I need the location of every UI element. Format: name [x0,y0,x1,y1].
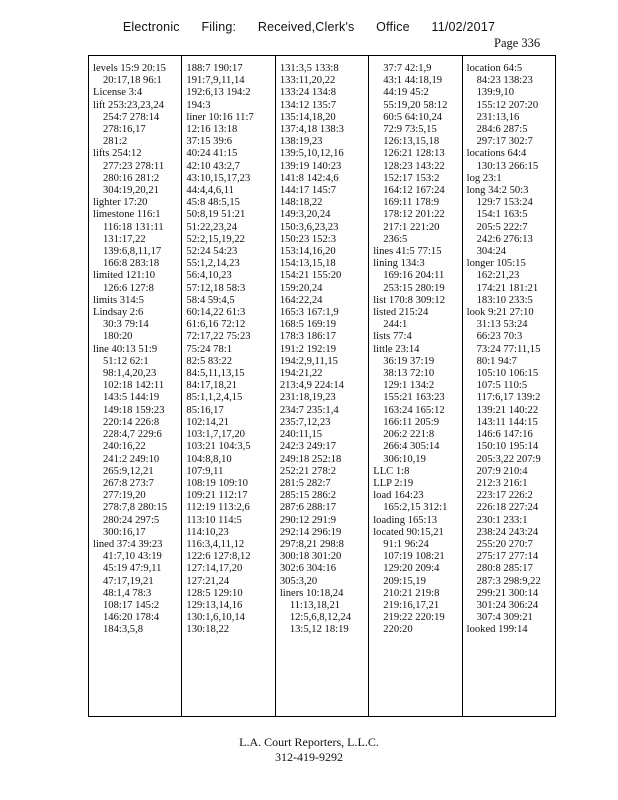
index-entry: 254:7 278:14 [103,111,160,123]
index-entry: 235:7,12,23 [279,416,331,428]
index-entry: lining 134:3 [373,258,425,270]
index-entry: 122:6 127:8,12 [186,551,251,563]
index-entry: 188:7 190:17 [186,63,243,74]
index-entry: 134:12 135:7 [279,99,337,111]
index-entry: 12:16 13:18 [186,124,238,136]
index-entry: 144:17 145:7 [279,185,337,197]
index-entry: 150:10 195:14 [476,441,539,453]
index-entry: 58:4 59:4,5 [186,294,235,306]
index-entry: little 23:14 [373,343,420,355]
index-entry: 126:13,15,18 [383,136,440,148]
index-entry: 107:19 108:21 [383,551,445,563]
index-entry: 301:24 306:24 [476,599,539,611]
index-entry: lifts 254:12 [93,148,142,160]
index-entry: liners 10:18,24 [279,587,344,599]
index-entry: 37:7 42:1,9 [383,63,432,74]
index-column [463,56,555,716]
index-entry: 277:23 278:11 [103,160,165,172]
index-entry: 267:8 273:7 [103,477,154,489]
index-entry: 128:5 129:10 [186,587,243,599]
index-entry: 155:12 207:20 [476,99,539,111]
index-entry: 84:5,11,13,15 [186,368,245,380]
index-entry: 280:16 281:2 [103,172,160,184]
index-entry: 84:23 138:23 [476,75,533,87]
index-entry: levels 15:9 20:15 [93,63,166,74]
index-column [89,56,182,716]
index-entry: 148:18,22 [279,197,323,209]
index-entry: 50:8,19 51:21 [186,209,246,221]
index-entry: 154:13,15,18 [279,258,336,270]
index-entry: 139:9,10 [476,87,514,99]
index-entry: 40:24 41:15 [186,148,238,160]
index-entry: 131:17,22 [103,233,146,245]
index-entry: 126:21 128:13 [383,148,445,160]
index-entry: lighter 17:20 [93,197,148,209]
index-entry: 228:4,7 229:6 [103,429,162,441]
index-entry: 133:24 134:8 [279,87,337,99]
index-entry: longer 105:15 [466,258,526,270]
index-entry: 117:6,17 139:2 [476,392,541,404]
footer-company: L.A. Court Reporters, L.L.C. [239,735,379,749]
index-entry: 255:20 270:7 [476,538,533,550]
index-column [276,56,369,716]
index-entry: looked 199:14 [466,624,528,636]
index-entry: 234:7 235:1,4 [279,404,339,416]
index-entry: 207:9 210:4 [476,465,528,477]
index-entry: 155:21 163:23 [383,392,445,404]
index-entry: 242:3 249:17 [279,441,337,453]
index-entry: 180:20 [103,331,133,343]
index-entry: 85:1,1,2,4,15 [186,392,243,404]
index-entry: 253:15 280:19 [383,282,445,294]
index-entry: 281:2 [103,136,128,148]
index-entry: 231:18,19,23 [279,392,336,404]
index-entry: 305:3,20 [279,575,318,587]
index-entry: 91:1 96:24 [383,538,429,550]
index-entry: 128:23 143:22 [383,160,445,172]
index-entry: 153:14,16,20 [279,246,336,258]
index-entry: liner 10:16 11:7 [186,111,254,123]
index-entry: 304:24 [476,246,507,258]
index-entry: 135:14,18,20 [279,111,336,123]
index-entry: 127:21,24 [186,575,230,587]
index-entry: 166:8 283:18 [103,258,160,270]
index-entry: 47:17,19,21 [103,575,154,587]
index-entry: location 64:5 [466,63,523,74]
index-entry: 105:10 106:15 [476,368,539,380]
index-entry: 297:8,21 298:8 [279,538,344,550]
index-entry: 194:3 [186,99,211,111]
index-entry: 61:6,16 72:12 [186,319,246,331]
index-entry: 129:20 209:4 [383,563,440,575]
index-entry: 104:8,8,10 [186,453,232,465]
index-entry: 141:8 142:4,6 [279,172,339,184]
index-entry: 191:2 192:19 [279,343,337,355]
header-date: 11/02/2017 [431,20,496,34]
index-entry: 165:2,15 312:1 [383,502,448,514]
index-entry: 85:16,17 [186,404,224,416]
index-entry: 102:14,21 [186,416,230,428]
index-entry: 292:14 296:19 [279,526,342,538]
index-entry: 75:24 78:1 [186,343,233,355]
index-entry: 150:23 152:3 [279,233,337,245]
index-entry: 52:2,15,19,22 [186,233,245,245]
index-entry: 297:17 302:7 [476,136,533,148]
index-entry: list 170:8 309:12 [373,294,446,306]
index-entry: 107:9,11 [186,465,224,477]
index-entry: 284:6 287:5 [476,124,528,136]
index-entry: 162:21,23 [476,270,520,282]
index-entry: 213:4,9 224:14 [279,380,344,392]
index-entry: 103:1,7,17,20 [186,429,245,441]
index-entry: 138:19,23 [279,136,323,148]
index-entry: 287:6 288:17 [279,502,337,514]
index-entry: 302:6 304:16 [279,563,337,575]
index-entry: 127:14,17,20 [186,563,243,575]
index-entry: 13:5,12 18:19 [289,624,349,636]
index-entry: 168:5 169:19 [279,319,337,331]
index-entry: 52:24 54:23 [186,246,238,258]
index-entry: 285:15 286:2 [279,490,337,502]
index-entry: 178:12 201:22 [383,209,445,221]
index-entry: Lindsay 2:6 [93,307,144,319]
index-entry: 80:1 94:7 [476,355,517,367]
index-entry: 12:5,6,8,12,24 [289,612,352,624]
index-entry: 44:4,4,6,11 [186,185,234,197]
index-entry: 150:3,6,23,23 [279,221,339,233]
index-entry: 241:2 249:10 [103,453,160,465]
index-entry: 174:21 181:21 [476,282,539,294]
index-entry: 103:21 104:3,5 [186,441,251,453]
index-entry: loading 165:13 [373,514,438,526]
index-entry: 114:10,23 [186,526,229,538]
index-entry: 278:16,17 [103,124,146,136]
index-entry: 231:13,16 [476,111,520,123]
index-entry: 84:17,18,21 [186,380,238,392]
index-entry: 169:16 204:11 [383,270,445,282]
index-entry: 126:6 127:8 [103,282,154,294]
index-entry: 300:18 301:20 [279,551,342,563]
index-entry: 60:14,22 61:3 [186,307,246,319]
index-entry: 226:18 227:24 [476,502,539,514]
index-entry: 139:21 140:22 [476,404,539,416]
index-entry: 238:24 243:24 [476,526,539,538]
index-entry: 220:14 226:8 [103,416,160,428]
index-entry: 304:19,20,21 [103,185,159,197]
index-entry: LLC 1:8 [373,465,410,477]
index-entry: 11:13,18,21 [289,599,341,611]
index-entry: 307:4 309:21 [476,612,533,624]
index-entry: 30:3 79:14 [103,319,149,331]
index-column [369,56,462,716]
index-entry: 154:21 155:20 [279,270,342,282]
index-entry: 131:3,5 133:8 [279,63,339,74]
index-entry: 36:19 37:19 [383,355,435,367]
index-entry: 137:4,18 138:3 [279,124,344,136]
index-entry: 72:17,22 75:23 [186,331,251,343]
index-entry: 152:17 153:2 [383,172,440,184]
index-entry: 116:18 131:11 [103,221,164,233]
index-entry: 45:8 48:5,15 [186,197,240,209]
index-entry: 210:21 219:8 [383,587,440,599]
index-entry: 236:5 [383,233,408,245]
index-entry: 56:4,10,23 [186,270,232,282]
index-entry: 113:10 114:5 [186,514,242,526]
index-entry: 109:21 112:17 [186,490,248,502]
index-entry: 280:8 285:17 [476,563,533,575]
index-entry: 45:19 47:9,11 [103,563,162,575]
index-entry: 42:10 43:2,7 [186,160,240,172]
index-entry: log 23:1 [466,172,502,184]
index-entry: 184:3,5,8 [103,624,144,636]
index-entry: 139:5,10,12,16 [279,148,344,160]
index-entry: 143:11 144:15 [476,416,538,428]
index-entry: 206:2 221:8 [383,429,435,441]
index-column [182,56,275,716]
index-entry: 108:17 145:2 [103,599,160,611]
index-entry: 275:17 277:14 [476,551,539,563]
index-entry: 130:13 266:15 [476,160,539,172]
index-entry: 219:22 220:19 [383,612,445,624]
index-entry: 130:18,22 [186,624,230,636]
index-entry: 139:19 140:23 [279,160,342,172]
index-entry: 220:20 [383,624,413,636]
index-entry: 51:22,23,24 [186,221,238,233]
index-entry: 166:11 205:9 [383,416,440,428]
index-entry: 112:19 113:2,6 [186,502,250,514]
index-entry: 129:1 134:2 [383,380,435,392]
footer-phone: 312-419-9292 [275,750,343,764]
index-entry: 20:17,18 96:1 [103,75,162,87]
index-entry: limits 314:5 [93,294,144,306]
index-entry: 252:21 278:2 [279,465,337,477]
index-table [88,55,556,717]
index-entry: 212:3 216:1 [476,477,528,489]
index-entry: 163:24 165:12 [383,404,445,416]
index-entry: 37:15 39:6 [186,136,233,148]
index-entry: 244:1 [383,319,408,331]
index-entry: locations 64:4 [466,148,527,160]
index-entry: 116:3,4,11,12 [186,538,245,550]
index-entry: 41:7,10 43:19 [103,551,162,563]
index-entry: 51:12 62:1 [103,355,149,367]
index-entry: 143:5 144:19 [103,392,160,404]
index-entry: 191:7,9,11,14 [186,75,245,87]
index-entry: 48:1,4 78:3 [103,587,152,599]
index-entry: 299:21 300:14 [476,587,539,599]
index-entry: 72:9 73:5,15 [383,124,437,136]
index-entry: located 90:15,21 [373,526,444,538]
index-entry: 178:3 186:17 [279,331,337,343]
index-entry: 164:22,24 [279,294,323,306]
index-entry: 290:12 291:9 [279,514,337,526]
index-entry: 219:16,17,21 [383,599,440,611]
page-number: Page 336 [494,36,541,50]
index-entry: lift 253:23,23,24 [93,99,164,111]
index-entry: 165:3 167:1,9 [279,307,339,319]
index-entry: 169:11 178:9 [383,197,440,209]
index-entry: 280:24 297:5 [103,514,160,526]
index-entry: 129:13,14,16 [186,599,243,611]
index-entry: 266:4 305:14 [383,441,440,453]
index-entry: 130:1,6,10,14 [186,612,245,624]
index-entry: 108:19 109:10 [186,477,248,489]
index-entry: 66:23 70:3 [476,331,523,343]
index-entry: 43:1 44:18,19 [383,75,443,87]
index-entry: 223:17 226:2 [476,490,533,502]
index-entry: 73:24 77:11,15 [476,343,541,355]
index-entry: lined 37:4 39:23 [93,538,163,550]
index-entry: 209:15,19 [383,575,426,587]
index-entry: look 9:21 27:10 [466,307,534,319]
index-entry: 300:16,17 [103,526,146,538]
index-entry: 133:11,20,22 [279,75,336,87]
index-entry: line 40:13 51:9 [93,343,158,355]
index-entry: 154:1 163:5 [476,209,528,221]
index-entry: 55:1,2,14,23 [186,258,240,270]
index-entry: 240:11,15 [279,429,323,441]
index-entry: 146:20 178:4 [103,612,160,624]
index-entry: 265:9,12,21 [103,465,154,477]
index-entry: 217:1 221:20 [383,221,440,233]
index-entry: License 3:4 [93,87,143,99]
index-entry: 287:3 298:9,22 [476,575,541,587]
index-entry: 164:12 167:24 [383,185,445,197]
index-entry: 107:5 110:5 [476,380,528,392]
index-entry: 183:10 233:5 [476,294,533,306]
filing-header [0,20,618,34]
index-entry: 159:20,24 [279,282,323,294]
index-entry: limestone 116:1 [93,209,161,221]
index-entry: 192:6,13 194:2 [186,87,251,99]
header-office: Office [376,20,410,34]
index-entry: LLP 2:19 [373,477,414,489]
index-entry: 240:16,22 [103,441,146,453]
index-entry: 277:19,20 [103,490,146,502]
index-entry: 38:13 72:10 [383,368,435,380]
header-received: Received,Clerk's [257,20,355,34]
index-entry: 278:7,8 280:15 [103,502,168,514]
index-entry: 281:5 282:7 [279,477,331,489]
index-entry: 205:5 222:7 [476,221,528,233]
index-entry: lines 41:5 77:15 [373,246,442,258]
index-entry: 129:7 153:24 [476,197,533,209]
index-entry: 102:18 142:11 [103,380,165,392]
index-entry: 230:1 233:1 [476,514,528,526]
index-entry: 194:2,9,11,15 [279,355,338,367]
index-entry: 57:12,18 58:3 [186,282,246,294]
index-entry: 139:6,8,11,17 [103,246,162,258]
index-entry: 242:6 276:13 [476,233,533,245]
index-entry: 43:10,15,17,23 [186,172,251,184]
index-entry: listed 215:24 [373,307,429,319]
index-entry: 60:5 64:10,24 [383,111,443,123]
index-entry: 205:3,22 207:9 [476,453,541,465]
index-entry: 149:18 159:23 [103,404,165,416]
index-entry: long 34:2 50:3 [466,185,529,197]
header-electronic: Electronic [122,20,180,34]
index-entry: 149:3,20,24 [279,209,331,221]
index-entry: 306:10,19 [383,453,426,465]
index-entry: 98:1,4,20,23 [103,368,157,380]
index-entry: 146:6 147:16 [476,429,533,441]
index-entry: 82:5 83:22 [186,355,233,367]
index-entry: lists 77:4 [373,331,412,343]
index-entry: 44:19 45:2 [383,87,429,99]
index-entry: load 164:23 [373,490,424,502]
index-entry: limited 121:10 [93,270,156,282]
index-entry: 31:13 53:24 [476,319,528,331]
footer [0,735,618,765]
index-entry: 55:19,20 58:12 [383,99,448,111]
index-entry: 249:18 252:18 [279,453,342,465]
index-entry: 194:21,22 [279,368,323,380]
header-filing: Filing: [201,20,237,34]
